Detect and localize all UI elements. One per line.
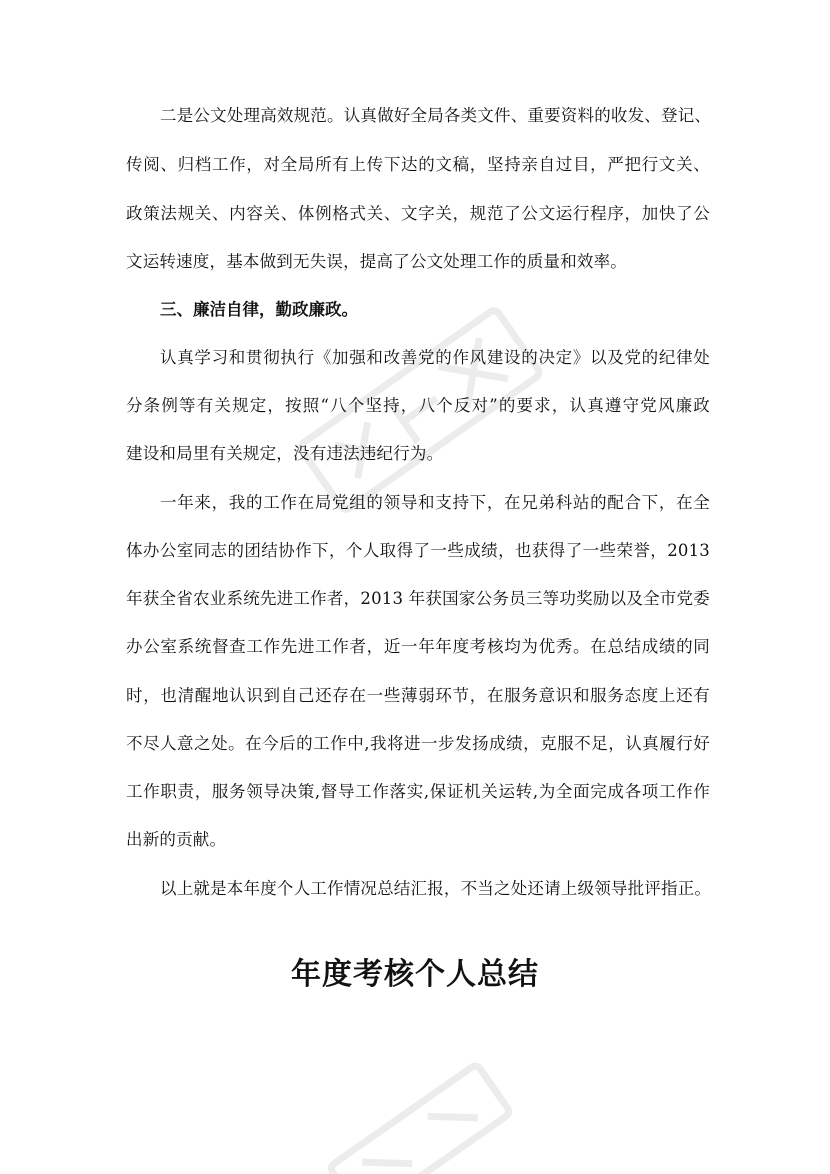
para3-line-3: 年获全省农业系统先进工作者，2013 年获国家公务员三等功奖励以及全市党委: [126, 589, 710, 608]
para3-line-4: 办公室系统督查工作先进工作者，近一年年度考核均为优秀。在总结成绩的同: [126, 637, 710, 656]
para2-line-3: 建设和局里有关规定，没有违法违纪行为。: [126, 444, 444, 463]
para1-line-3: 政策法规关、内容关、体例格式关、文字关，规范了公文运行程序，加快了公: [126, 204, 710, 223]
para4-line-1: 以上就是本年度个人工作情况总结汇报，不当之处还请上级领导批评指正。: [160, 879, 712, 898]
para1-line-2: 传阅、归档工作，对全局所有上传下达的文稿，坚持亲自过目，严把行文关、: [126, 155, 710, 174]
section-3-heading: 三、廉洁自律，勤政廉政。: [160, 300, 358, 319]
para3-line-8: 出新的贡献。: [126, 830, 227, 849]
page-title: 年度考核个人总结: [291, 957, 539, 992]
para2-line-1: 认真学习和贯彻执行《加强和改善党的作风建设的决定》以及党的纪律处: [160, 348, 710, 367]
para3-line-5: 时，也清醒地认识到自己还存在一些薄弱环节，在服务意识和服务态度上还有: [126, 686, 710, 705]
para1-line-4: 文运转速度，基本做到无失误，提高了公文处理工作的质量和效率。: [126, 252, 627, 271]
para2-line-2: 分条例等有关规定，按照“八个坚持，八个反对”的要求，认真遵守党风廉政: [126, 396, 710, 415]
para1-line-1: 二是公文处理高效规范。认真做好全局各类文件、重要资料的收发、登记、: [160, 106, 712, 125]
para3-line-1: 一年来，我的工作在局党组的领导和支持下，在兄弟科站的配合下，在全: [160, 493, 710, 512]
para3-line-2: 体办公室同志的团结协作下，个人取得了一些成绩，也获得了一些荣誉，2013: [126, 541, 710, 560]
para3-line-6: 不尽人意之处。在今后的工作中,我将进一步发扬成绩，克服不足，认真履行好: [126, 734, 710, 753]
para3-line-7: 工作职责，服务领导决策,督导工作落实,保证机关运转,为全面完成各项工作作: [126, 782, 710, 801]
